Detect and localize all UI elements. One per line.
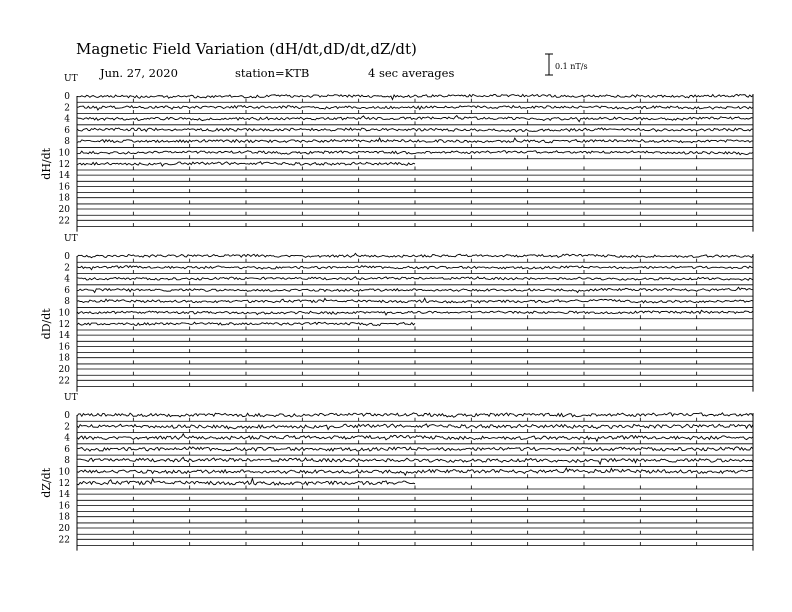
row-20 bbox=[59, 205, 753, 220]
ut-label: UT bbox=[64, 74, 78, 84]
data-trace bbox=[77, 478, 415, 485]
row-6 bbox=[64, 445, 753, 460]
data-trace bbox=[77, 424, 753, 430]
y-axis-label: dZ/dt bbox=[40, 467, 53, 498]
row-12 bbox=[59, 160, 753, 175]
data-trace bbox=[77, 322, 415, 325]
hour-label: 2 bbox=[64, 422, 70, 433]
row-12 bbox=[59, 478, 753, 494]
row-8 bbox=[64, 137, 753, 152]
row-4 bbox=[64, 275, 753, 290]
hour-label: 8 bbox=[64, 297, 70, 308]
data-trace bbox=[77, 310, 753, 315]
row-18 bbox=[59, 513, 753, 528]
hour-label: 10 bbox=[58, 308, 70, 319]
row-18 bbox=[59, 194, 753, 209]
scale-bar bbox=[545, 54, 588, 75]
row-2 bbox=[64, 103, 753, 118]
data-trace bbox=[77, 106, 753, 110]
row-0 bbox=[64, 411, 753, 426]
hour-label: 10 bbox=[58, 467, 70, 478]
row-16 bbox=[59, 501, 753, 516]
row-0 bbox=[64, 252, 753, 267]
row-12 bbox=[59, 320, 753, 335]
panel-dD-dt bbox=[40, 234, 753, 392]
hour-label: 22 bbox=[58, 535, 70, 546]
row-20 bbox=[59, 524, 753, 539]
ut-label: UT bbox=[64, 393, 78, 403]
hour-label: 12 bbox=[58, 159, 70, 170]
hour-label: 16 bbox=[58, 501, 70, 512]
y-axis-label: dD/dt bbox=[40, 308, 53, 340]
hour-label: 16 bbox=[58, 342, 70, 353]
hour-label: 0 bbox=[64, 92, 70, 102]
row-10 bbox=[59, 149, 753, 164]
hour-label: 22 bbox=[58, 376, 70, 387]
hour-label: 6 bbox=[64, 444, 70, 455]
hour-label: 6 bbox=[64, 285, 70, 296]
data-trace bbox=[77, 253, 753, 257]
ut-label: UT bbox=[64, 234, 78, 244]
hour-label: 22 bbox=[58, 216, 70, 227]
panels bbox=[40, 74, 753, 551]
hour-label: 14 bbox=[58, 171, 70, 182]
row-0 bbox=[64, 92, 753, 107]
row-20 bbox=[59, 365, 753, 380]
scale-bar-label: 0.1 nT/s bbox=[555, 62, 588, 71]
row-10 bbox=[59, 468, 753, 483]
hour-label: 20 bbox=[58, 205, 70, 215]
y-axis-label: dH/dt bbox=[40, 147, 53, 180]
row-4 bbox=[64, 434, 753, 449]
data-trace bbox=[77, 447, 753, 451]
hour-label: 0 bbox=[64, 252, 70, 262]
data-trace bbox=[77, 266, 753, 270]
row-14 bbox=[59, 490, 753, 505]
hour-label: 20 bbox=[58, 524, 70, 534]
data-trace bbox=[77, 138, 753, 143]
row-6 bbox=[64, 286, 753, 301]
hour-label: 8 bbox=[64, 137, 70, 148]
hour-label: 4 bbox=[64, 114, 70, 125]
data-trace bbox=[77, 434, 753, 441]
hour-label: 8 bbox=[64, 456, 70, 467]
chart-title: Magnetic Field Variation (dH/dt,dD/dt,dZ/dt) bbox=[76, 40, 417, 58]
data-trace bbox=[77, 151, 753, 155]
row-14 bbox=[59, 331, 753, 346]
hour-label: 0 bbox=[64, 411, 70, 421]
row-18 bbox=[59, 354, 753, 369]
data-trace bbox=[77, 413, 753, 417]
hour-label: 18 bbox=[58, 353, 70, 364]
hour-label: 14 bbox=[58, 331, 70, 342]
hour-label: 18 bbox=[58, 512, 70, 523]
row-10 bbox=[59, 309, 753, 324]
averaging-label: 4 sec averages bbox=[368, 66, 455, 80]
hour-label: 20 bbox=[58, 365, 70, 375]
panel-dH-dt bbox=[40, 74, 753, 232]
data-trace bbox=[77, 128, 753, 132]
hour-label: 18 bbox=[58, 193, 70, 204]
data-trace bbox=[77, 468, 753, 475]
row-22 bbox=[59, 376, 753, 391]
hour-label: 2 bbox=[64, 103, 70, 114]
hour-label: 4 bbox=[64, 274, 70, 285]
hour-label: 6 bbox=[64, 125, 70, 136]
hour-label: 14 bbox=[58, 490, 70, 501]
data-trace bbox=[77, 116, 753, 122]
panel-dZ-dt bbox=[40, 393, 753, 551]
row-16 bbox=[59, 182, 753, 197]
row-22 bbox=[59, 216, 753, 231]
hour-label: 12 bbox=[58, 319, 70, 330]
row-16 bbox=[59, 342, 753, 357]
hour-label: 2 bbox=[64, 263, 70, 274]
data-trace bbox=[77, 298, 753, 303]
row-6 bbox=[64, 126, 753, 141]
date-label: Jun. 27, 2020 bbox=[100, 66, 178, 80]
row-8 bbox=[64, 456, 753, 471]
hour-label: 10 bbox=[58, 148, 70, 159]
row-4 bbox=[64, 115, 753, 130]
hour-label: 12 bbox=[58, 478, 70, 489]
hour-label: 16 bbox=[58, 182, 70, 193]
row-14 bbox=[59, 171, 753, 186]
row-22 bbox=[59, 535, 753, 550]
station-label: station=KTB bbox=[235, 66, 310, 80]
data-trace bbox=[77, 287, 753, 292]
row-8 bbox=[64, 297, 753, 312]
hour-label: 4 bbox=[64, 433, 70, 444]
data-trace bbox=[77, 162, 415, 166]
data-trace bbox=[77, 277, 753, 281]
row-2 bbox=[64, 263, 753, 278]
